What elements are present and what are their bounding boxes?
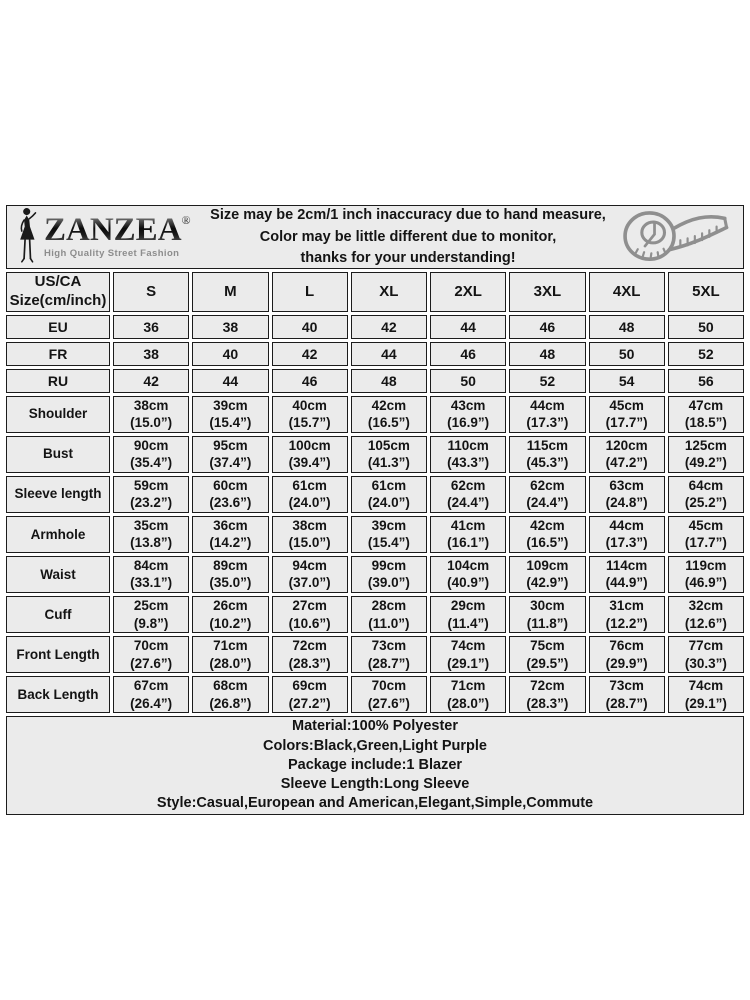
detail-line: Material:100% Polyester	[291, 718, 459, 735]
corner-label-line1: US/CA	[34, 273, 82, 290]
measurement-row	[6, 476, 744, 513]
measurement-cell	[668, 396, 744, 433]
header-banner	[6, 205, 744, 269]
row-label: Sleeve length	[6, 476, 110, 513]
banner-row	[6, 205, 744, 269]
value-inch: (47.2”)	[605, 455, 648, 471]
size-value-cell: 46	[509, 315, 585, 339]
value-cm: 64cm	[688, 477, 724, 493]
size-value-cell: 40	[272, 315, 348, 339]
value-inch: (24.0”)	[288, 495, 331, 511]
value-inch: (17.3”)	[605, 535, 648, 551]
brand-name: ZANZEA®	[44, 212, 191, 249]
woman-fashion-silhouette-icon	[13, 207, 43, 267]
value-inch: (9.8”)	[133, 615, 169, 631]
value-cm: 72cm	[292, 638, 327, 654]
value-inch: (12.2”)	[605, 615, 648, 631]
detail-line: Sleeve Length:Long Sleeve	[280, 776, 470, 793]
size-value-cell: 36	[113, 315, 189, 339]
value-cm: 95cm	[213, 437, 248, 453]
value-cm: 114cm	[605, 557, 648, 573]
measurement-cell	[113, 396, 189, 433]
value-cm: 71cm	[450, 678, 486, 694]
value-cm: 94cm	[292, 557, 327, 573]
value-inch: (10.2”)	[209, 615, 252, 631]
size-column-header: M	[192, 272, 268, 312]
value-inch: (28.0”)	[447, 695, 490, 711]
measurement-cell	[272, 476, 348, 513]
value-inch: (37.0”)	[288, 575, 331, 591]
value-inch: (15.7”)	[288, 415, 331, 431]
detail-line: Style:Casual,European and American,Elegant,Simple,Commute	[156, 795, 594, 812]
measuring-tape-icon	[615, 208, 733, 266]
measurement-cell	[430, 636, 506, 673]
region-size-row	[6, 315, 744, 339]
value-inch: (33.1”)	[130, 575, 173, 591]
value-inch: (27.6”)	[367, 695, 410, 711]
measurement-cell	[272, 556, 348, 593]
notice-line: thanks for your understanding!	[300, 249, 516, 266]
measurement-cell	[668, 516, 744, 553]
value-inch: (42.9”)	[526, 575, 569, 591]
value-cm: 72cm	[530, 678, 565, 694]
measurement-cell	[192, 516, 268, 553]
value-cm: 30cm	[530, 597, 565, 613]
value-cm: 125cm	[684, 437, 727, 453]
region-size-row	[6, 369, 744, 393]
row-label: Armhole	[6, 516, 110, 553]
value-inch: (17.7”)	[684, 535, 727, 551]
size-column-header: 4XL	[589, 272, 665, 312]
corner-header-cell	[6, 272, 110, 312]
value-inch: (15.4”)	[367, 535, 410, 551]
measurement-cell	[509, 676, 585, 713]
value-cm: 63cm	[609, 477, 644, 493]
value-cm: 41cm	[450, 517, 486, 533]
measurement-cell	[668, 596, 744, 633]
value-cm: 61cm	[292, 477, 327, 493]
notice-line: Size may be 2cm/1 inch inaccuracy due to hand measure,	[210, 207, 606, 224]
value-cm: 71cm	[213, 638, 248, 654]
value-cm: 61cm	[371, 477, 407, 493]
value-inch: (11.0”)	[368, 615, 410, 631]
measurement-cell	[668, 676, 744, 713]
measurement-row	[6, 596, 744, 633]
value-cm: 89cm	[213, 557, 248, 573]
value-inch: (24.8”)	[605, 495, 648, 511]
value-cm: 62cm	[530, 477, 565, 493]
value-inch: (44.9”)	[605, 575, 648, 591]
measurement-cell	[113, 636, 189, 673]
value-cm: 69cm	[292, 678, 327, 694]
value-inch: (24.4”)	[447, 495, 490, 511]
value-inch: (29.9”)	[605, 655, 648, 671]
value-inch: (13.8”)	[130, 535, 173, 551]
measurement-cell	[192, 476, 268, 513]
value-inch: (25.2”)	[684, 495, 727, 511]
value-inch: (40.9”)	[447, 575, 490, 591]
size-value-cell: 52	[668, 342, 744, 366]
size-value-cell: 42	[272, 342, 348, 366]
value-cm: 73cm	[371, 638, 407, 654]
value-cm: 110cm	[447, 437, 489, 453]
value-inch: (45.3”)	[526, 455, 569, 471]
value-inch: (16.1”)	[447, 535, 490, 551]
value-cm: 62cm	[450, 477, 486, 493]
measurement-cell	[351, 476, 427, 513]
value-inch: (28.7”)	[367, 655, 410, 671]
measurement-cell	[430, 596, 506, 633]
size-value-cell: 44	[430, 315, 506, 339]
value-inch: (27.2”)	[288, 695, 331, 711]
value-cm: 39cm	[213, 397, 248, 413]
measurement-row	[6, 516, 744, 553]
size-column-header: 2XL	[430, 272, 506, 312]
measurement-cell	[272, 676, 348, 713]
measurement-cell	[430, 516, 506, 553]
size-value-cell: 46	[430, 342, 506, 366]
measurement-cell	[668, 476, 744, 513]
size-value-cell: 42	[113, 369, 189, 393]
measurement-row	[6, 676, 744, 713]
value-inch: (28.0”)	[209, 655, 252, 671]
value-inch: (28.3”)	[526, 695, 569, 711]
value-cm: 36cm	[213, 517, 248, 533]
measurement-cell	[192, 636, 268, 673]
value-cm: 47cm	[688, 397, 724, 413]
value-cm: 45cm	[609, 397, 644, 413]
size-value-cell: 42	[351, 315, 427, 339]
value-cm: 32cm	[688, 597, 724, 613]
measurement-cell	[351, 596, 427, 633]
measurement-cell	[351, 636, 427, 673]
value-cm: 109cm	[526, 557, 569, 573]
detail-line: Package include:1 Blazer	[287, 756, 463, 773]
measurement-cell	[192, 596, 268, 633]
measurement-cell	[509, 596, 585, 633]
measurement-cell	[430, 436, 506, 473]
row-label: Shoulder	[6, 396, 110, 433]
size-chart-sheet	[3, 202, 747, 818]
measurement-cell	[509, 516, 585, 553]
size-value-cell: 44	[351, 342, 427, 366]
value-cm: 44cm	[530, 397, 565, 413]
value-cm: 40cm	[292, 397, 327, 413]
value-inch: (10.6”)	[288, 615, 331, 631]
region-size-row	[6, 342, 744, 366]
detail-line: Colors:Black,Green,Light Purple	[263, 737, 487, 754]
measurement-cell	[192, 436, 268, 473]
size-value-cell: 48	[351, 369, 427, 393]
value-cm: 70cm	[371, 678, 407, 694]
value-cm: 120cm	[605, 437, 648, 453]
details-row	[6, 716, 744, 814]
size-value-cell: 50	[668, 315, 744, 339]
size-value-cell: 52	[509, 369, 585, 393]
measurement-cell	[589, 396, 665, 433]
size-value-cell: 54	[589, 369, 665, 393]
value-inch: (29.1”)	[684, 695, 727, 711]
measurement-cell	[589, 676, 665, 713]
value-inch: (26.4”)	[130, 695, 173, 711]
value-cm: 74cm	[688, 678, 724, 694]
size-column-header: 3XL	[509, 272, 585, 312]
value-cm: 31cm	[609, 597, 644, 613]
value-inch: (28.7”)	[605, 695, 648, 711]
value-cm: 60cm	[213, 477, 248, 493]
size-value-cell: 50	[589, 342, 665, 366]
size-chart-table	[3, 202, 747, 818]
measure-notice	[201, 205, 615, 268]
value-inch: (35.4”)	[130, 455, 173, 471]
size-value-cell: 56	[668, 369, 744, 393]
value-cm: 28cm	[371, 597, 407, 613]
value-inch: (39.0”)	[367, 575, 410, 591]
row-label: Waist	[6, 556, 110, 593]
measurement-cell	[589, 596, 665, 633]
measurement-cell	[430, 396, 506, 433]
value-inch: (35.0”)	[209, 575, 252, 591]
measurement-cell	[509, 436, 585, 473]
size-value-cell: 38	[192, 315, 268, 339]
value-inch: (43.3”)	[447, 455, 490, 471]
size-value-cell: 44	[192, 369, 268, 393]
measurement-row	[6, 396, 744, 433]
value-cm: 77cm	[688, 638, 724, 654]
row-label: Back Length	[6, 676, 110, 713]
measurement-cell	[589, 636, 665, 673]
value-inch: (39.4”)	[288, 455, 331, 471]
measurement-cell	[351, 556, 427, 593]
value-inch: (41.3”)	[367, 455, 410, 471]
value-cm: 29cm	[450, 597, 486, 613]
measurement-cell	[272, 396, 348, 433]
measurement-cell	[113, 556, 189, 593]
value-inch: (11.8”)	[526, 615, 569, 631]
value-inch: (27.6”)	[130, 655, 173, 671]
measurement-cell	[113, 476, 189, 513]
value-inch: (29.1”)	[447, 655, 490, 671]
size-value-cell: 46	[272, 369, 348, 393]
registered-mark: ®	[181, 213, 191, 228]
value-inch: (12.6”)	[684, 615, 727, 631]
value-inch: (15.4”)	[209, 415, 252, 431]
value-inch: (17.3”)	[526, 415, 569, 431]
row-label: Cuff	[6, 596, 110, 633]
value-inch: (24.4”)	[526, 495, 569, 511]
measurement-cell	[509, 636, 585, 673]
value-inch: (14.2”)	[209, 535, 252, 551]
value-cm: 25cm	[133, 597, 169, 613]
measurement-row	[6, 436, 744, 473]
value-cm: 68cm	[213, 678, 248, 694]
size-column-header: 5XL	[668, 272, 744, 312]
size-column-header: XL	[351, 272, 427, 312]
measurement-cell	[192, 556, 268, 593]
measurement-cell	[351, 396, 427, 433]
measurement-cell	[509, 556, 585, 593]
measurement-row	[6, 636, 744, 673]
value-cm: 105cm	[367, 437, 410, 453]
size-column-header: L	[272, 272, 348, 312]
value-cm: 99cm	[371, 557, 407, 573]
value-cm: 35cm	[133, 517, 169, 533]
value-inch: (26.8”)	[209, 695, 252, 711]
measurement-cell	[272, 436, 348, 473]
value-cm: 42cm	[371, 397, 407, 413]
value-cm: 45cm	[688, 517, 724, 533]
value-inch: (46.9”)	[684, 575, 727, 591]
value-inch: (17.7”)	[605, 415, 648, 431]
value-cm: 43cm	[450, 397, 486, 413]
value-inch: (28.3”)	[288, 655, 331, 671]
measurement-cell	[272, 596, 348, 633]
value-cm: 70cm	[133, 638, 169, 654]
size-value-cell: 40	[192, 342, 268, 366]
measurement-cell	[272, 636, 348, 673]
measurement-cell	[589, 476, 665, 513]
value-inch: (16.9”)	[447, 415, 490, 431]
value-inch: (24.0”)	[367, 495, 410, 511]
value-cm: 39cm	[371, 517, 407, 533]
measurement-cell	[351, 676, 427, 713]
measurement-cell	[192, 676, 268, 713]
value-cm: 100cm	[288, 437, 331, 453]
value-inch: (18.5”)	[684, 415, 727, 431]
value-inch: (23.2”)	[130, 495, 173, 511]
measurement-cell	[668, 636, 744, 673]
measurement-cell	[509, 476, 585, 513]
measurement-cell	[113, 676, 189, 713]
row-label: EU	[6, 315, 110, 339]
row-label: Front Length	[6, 636, 110, 673]
value-inch: (37.4”)	[209, 455, 252, 471]
value-cm: 74cm	[450, 638, 486, 654]
value-cm: 84cm	[133, 557, 169, 573]
measurement-cell	[192, 396, 268, 433]
value-cm: 76cm	[609, 638, 644, 654]
value-cm: 119cm	[685, 557, 727, 573]
measurement-cell	[351, 516, 427, 553]
value-inch: (16.5”)	[367, 415, 410, 431]
row-label: Bust	[6, 436, 110, 473]
value-cm: 90cm	[133, 437, 169, 453]
measurement-cell	[509, 396, 585, 433]
value-inch: (29.5”)	[526, 655, 569, 671]
value-inch: (16.5”)	[526, 535, 569, 551]
value-cm: 27cm	[292, 597, 327, 613]
value-cm: 38cm	[133, 397, 169, 413]
value-cm: 104cm	[447, 557, 490, 573]
value-cm: 75cm	[530, 638, 565, 654]
measurement-cell	[668, 436, 744, 473]
measurement-cell	[668, 556, 744, 593]
size-value-cell: 48	[589, 315, 665, 339]
measurement-cell	[430, 676, 506, 713]
brand-logo	[7, 207, 201, 267]
size-value-cell: 50	[430, 369, 506, 393]
corner-label-line2: Size(cm/inch)	[9, 291, 107, 309]
details-box	[6, 716, 744, 814]
value-inch: (49.2”)	[684, 455, 727, 471]
value-cm: 44cm	[609, 517, 644, 533]
measurement-cell	[272, 516, 348, 553]
notice-line: Color may be little different due to monitor,	[259, 228, 557, 245]
value-cm: 73cm	[609, 678, 644, 694]
value-cm: 59cm	[133, 477, 169, 493]
measurement-cell	[113, 596, 189, 633]
value-inch: (15.0”)	[288, 535, 331, 551]
brand-tagline: High Quality Street Fashion	[44, 247, 180, 259]
measurement-cell	[589, 556, 665, 593]
value-cm: 26cm	[213, 597, 248, 613]
value-inch: (15.0”)	[130, 415, 173, 431]
measurement-cell	[113, 516, 189, 553]
size-column-header: S	[113, 272, 189, 312]
size-value-cell: 38	[113, 342, 189, 366]
row-label: RU	[6, 369, 110, 393]
measurement-cell	[430, 556, 506, 593]
value-inch: (30.3”)	[684, 655, 727, 671]
value-inch: (11.4”)	[447, 615, 489, 631]
value-cm: 42cm	[530, 517, 565, 533]
size-header-row	[6, 272, 744, 312]
row-label: FR	[6, 342, 110, 366]
size-value-cell: 48	[509, 342, 585, 366]
measurement-cell	[113, 436, 189, 473]
value-cm: 67cm	[133, 678, 169, 694]
measurement-row	[6, 556, 744, 593]
value-cm: 38cm	[292, 517, 327, 533]
measurement-cell	[351, 436, 427, 473]
measurement-cell	[589, 436, 665, 473]
measurement-cell	[430, 476, 506, 513]
measurement-cell	[589, 516, 665, 553]
value-cm: 115cm	[526, 437, 569, 453]
value-inch: (23.6”)	[209, 495, 252, 511]
